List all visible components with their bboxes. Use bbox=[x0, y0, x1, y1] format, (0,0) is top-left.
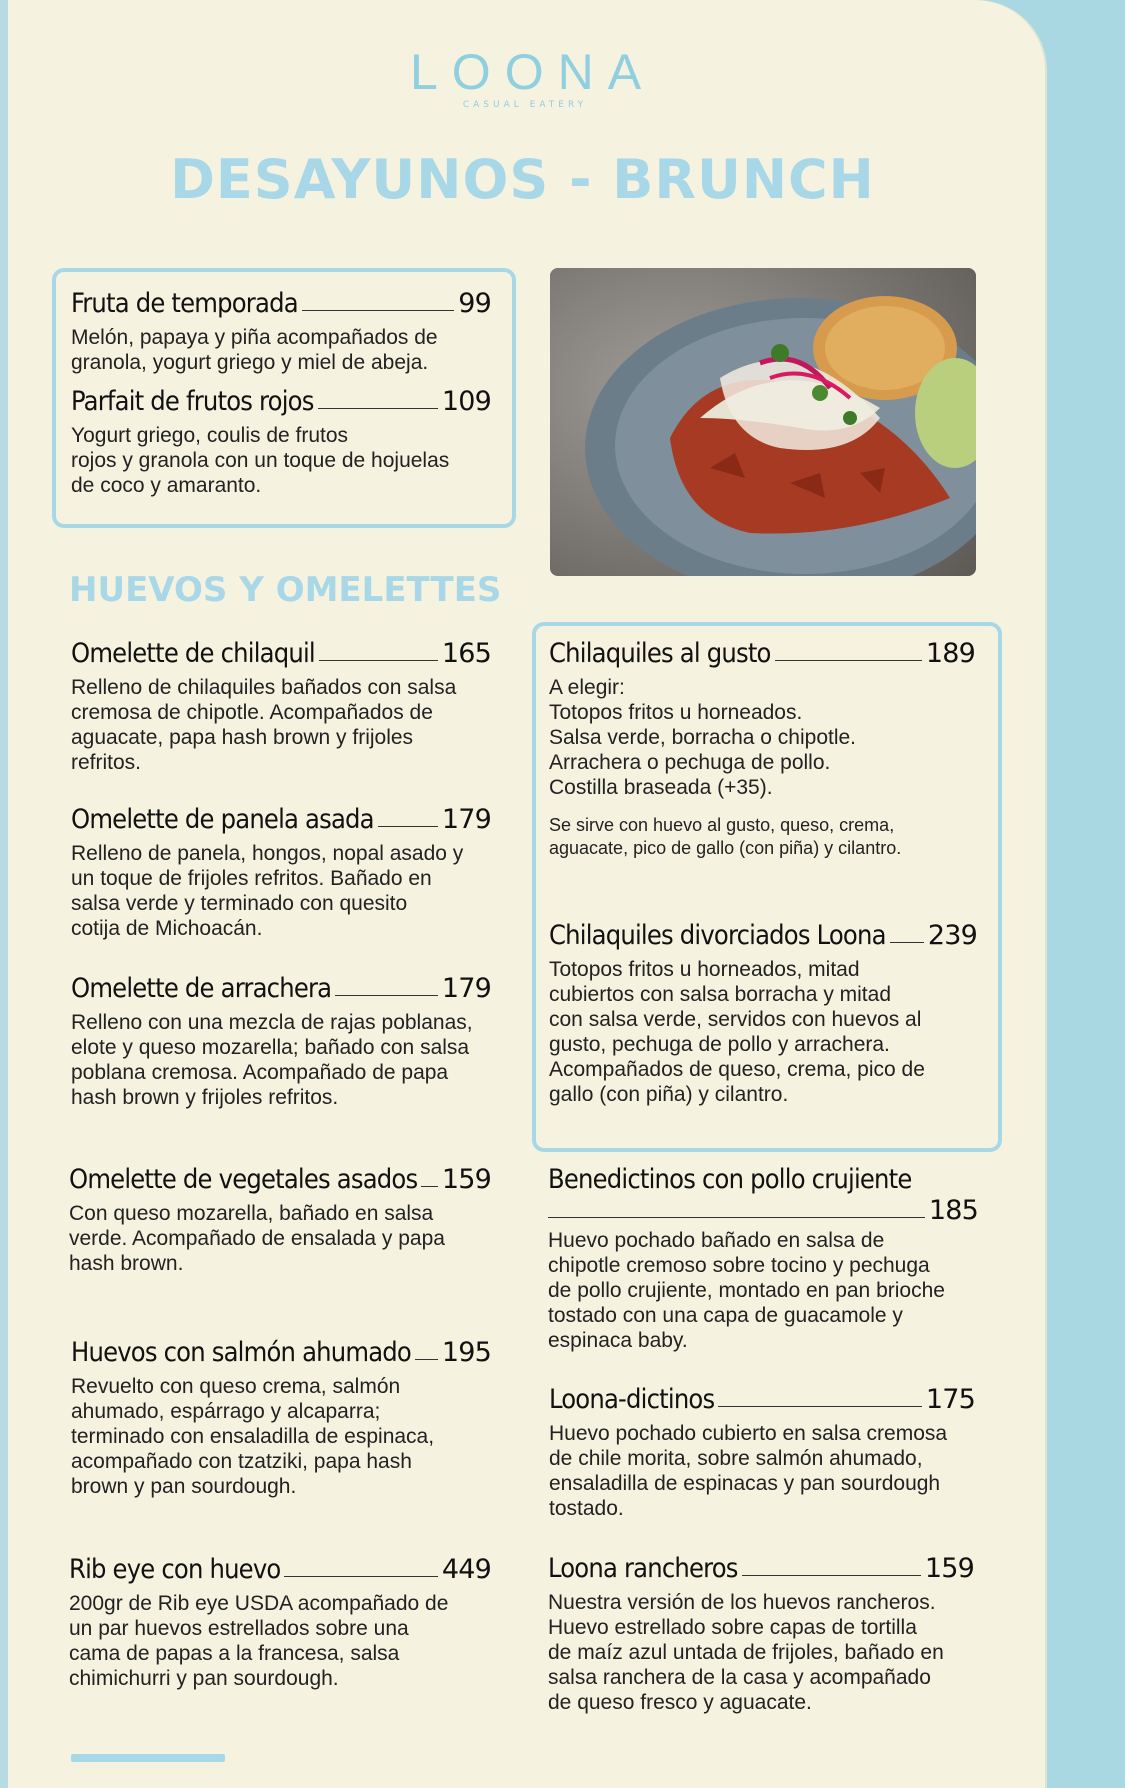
item-name: Benedictinos con pollo crujiente bbox=[548, 1164, 912, 1195]
item-description: Relleno de panela, hongos, nopal asado y un toque de frijoles refritos. Bañado en salsa verde y terminado con quesito cotija de Michoacán. bbox=[71, 842, 464, 940]
item-price: 159 bbox=[441, 1164, 491, 1195]
item-name: Chilaquiles divorciados Loona bbox=[549, 920, 886, 951]
item-name: Parfait de frutos rojos bbox=[71, 386, 314, 417]
section-title: HUEVOS Y OMELETTES bbox=[69, 570, 502, 610]
item-description: Huevo pochado cubierto en salsa cremosa de chile morita, sobre salmón ahumado, ensaladilla de espinacas y pan sourdough tostado. bbox=[549, 1422, 948, 1520]
item-price: 239 bbox=[927, 920, 977, 951]
item-price: 165 bbox=[441, 638, 491, 669]
item-price: 99 bbox=[458, 288, 491, 319]
bottom-accent-bar bbox=[71, 1754, 225, 1762]
item-note: Se sirve con huevo al gusto, queso, crema, aguacate, pico de gallo (con piña) y cilantro. bbox=[549, 815, 902, 858]
dotted-leader bbox=[548, 1216, 925, 1218]
menu-item bbox=[71, 288, 491, 375]
dotted-leader bbox=[378, 825, 438, 827]
dotted-leader bbox=[284, 1575, 437, 1577]
item-description: Relleno con una mezcla de rajas poblanas, elote y queso mozarella; bañado con salsa poblana cremosa. Acompañado de papa hash brown y frijoles refritos. bbox=[71, 1011, 473, 1109]
dotted-leader bbox=[742, 1574, 921, 1576]
brand-logo bbox=[410, 44, 656, 110]
menu-item bbox=[69, 1554, 491, 1691]
item-name: Rib eye con huevo bbox=[69, 1554, 281, 1585]
menu-item bbox=[549, 920, 977, 1107]
item-name: Loona rancheros bbox=[548, 1553, 738, 1584]
item-description: Relleno de chilaquiles bañados con salsa cremosa de chipotle. Acompañados de aguacate, papa hash brown y frijoles refritos. bbox=[71, 676, 457, 774]
dotted-leader bbox=[415, 1358, 438, 1360]
dotted-leader bbox=[335, 994, 438, 996]
menu-item bbox=[71, 638, 491, 775]
item-name: Loona-dictinos bbox=[549, 1384, 715, 1415]
dotted-leader bbox=[718, 1405, 922, 1407]
dotted-leader bbox=[318, 407, 438, 409]
item-description: Yogurt griego, coulis de frutos rojos y granola con un toque de hojuelas de coco y amaranto. bbox=[71, 424, 450, 497]
item-price: 175 bbox=[925, 1384, 975, 1415]
item-name: Chilaquiles al gusto bbox=[549, 638, 771, 669]
menu-item bbox=[69, 1164, 491, 1276]
item-price: 185 bbox=[928, 1195, 978, 1226]
item-description: Revuelto con queso crema, salmón ahumado, espárrago y alcaparra; terminado con ensaladilla de espinaca, acompañado con tzatziki, papa hash brown y pan sourdough. bbox=[71, 1375, 435, 1498]
item-name: Omelette de vegetales asados bbox=[69, 1164, 418, 1195]
item-price: 449 bbox=[441, 1554, 491, 1585]
item-price: 159 bbox=[924, 1553, 974, 1584]
dotted-leader bbox=[421, 1185, 438, 1187]
item-price: 195 bbox=[441, 1337, 491, 1368]
menu-item bbox=[71, 804, 491, 941]
dotted-leader bbox=[302, 309, 454, 311]
menu-item bbox=[549, 638, 975, 860]
menu-item bbox=[71, 1337, 491, 1499]
item-price: 109 bbox=[441, 386, 491, 417]
menu-item bbox=[71, 973, 491, 1110]
item-price: 179 bbox=[441, 804, 491, 835]
item-price: 179 bbox=[441, 973, 491, 1004]
menu-item bbox=[548, 1553, 974, 1715]
chilaquiles-photo bbox=[550, 268, 976, 576]
menu-item bbox=[548, 1164, 978, 1353]
item-description: Melón, papaya y piña acompañados de granola, yogurt griego y miel de abeja. bbox=[71, 326, 438, 374]
item-name: Omelette de chilaquil bbox=[71, 638, 315, 669]
menu-item bbox=[549, 1384, 975, 1521]
item-name: Omelette de arrachera bbox=[71, 973, 332, 1004]
dotted-leader bbox=[775, 659, 922, 661]
item-name: Omelette de panela asada bbox=[71, 804, 374, 835]
brand-name: LOONA bbox=[410, 44, 656, 100]
left-edge bbox=[0, 0, 8, 1788]
menu-item bbox=[71, 386, 491, 498]
item-description: A elegir: Totopos fritos u horneados. Salsa verde, borracha o chipotle. Arrachera o pechuga de pollo. Costilla braseada (+35). bbox=[549, 676, 857, 799]
page-title: DESAYUNOS - BRUNCH bbox=[170, 148, 875, 211]
item-description: Nuestra versión de los huevos rancheros. Huevo estrellado sobre capas de tortilla de maíz azul untada de frijoles, bañado en salsa ranchera de la casa y acompañado de queso fresco y aguacate. bbox=[548, 1591, 944, 1714]
item-price: 189 bbox=[925, 638, 975, 669]
dotted-leader bbox=[890, 941, 924, 943]
brand-tagline: CASUAL EATERY bbox=[462, 100, 588, 110]
item-description: 200gr de Rib eye USDA acompañado de un par huevos estrellados sobre una cama de papas a la francesa, salsa chimichurri y pan sourdough. bbox=[69, 1592, 449, 1690]
dotted-leader bbox=[319, 659, 438, 661]
food-image bbox=[550, 268, 976, 576]
item-description: Huevo pochado bañado en salsa de chipotle cremoso sobre tocino y pechuga de pollo crujiente, montado en pan brioche tostado con una capa de guacamole y espinaca baby. bbox=[548, 1229, 945, 1352]
item-description: Totopos fritos u horneados, mitad cubiertos con salsa borracha y mitad con salsa verde, servidos con huevos al gusto, pechuga de pollo y arrachera. Acompañados de queso, crema, pico de gallo (con piña) y cilantro. bbox=[549, 958, 925, 1106]
item-name: Fruta de temporada bbox=[71, 288, 298, 319]
item-name: Huevos con salmón ahumado bbox=[71, 1337, 411, 1368]
item-description: Con queso mozarella, bañado en salsa verde. Acompañado de ensalada y papa hash brown. bbox=[69, 1202, 445, 1275]
